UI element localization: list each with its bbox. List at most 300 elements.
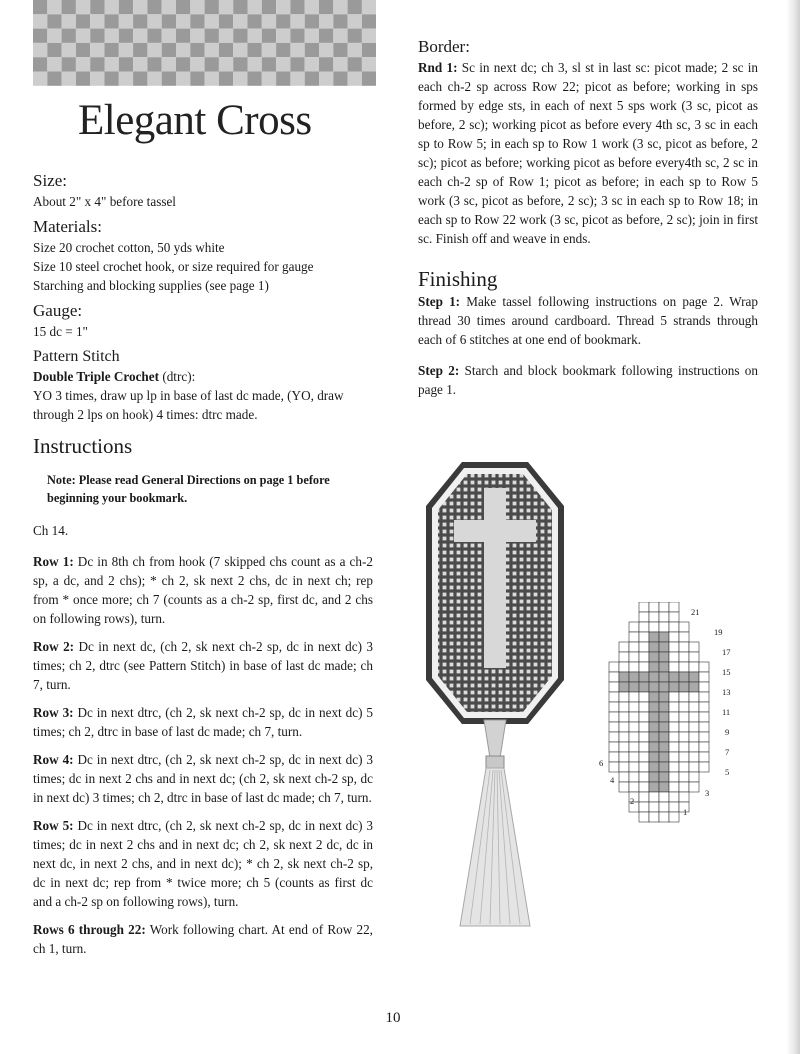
chart-row-label: 13 xyxy=(722,687,731,697)
checker-square xyxy=(290,57,304,71)
chart-cell xyxy=(639,742,649,752)
checker-square xyxy=(219,72,233,86)
chart-cell xyxy=(659,762,669,772)
chart-cell xyxy=(609,762,619,772)
checker-square xyxy=(47,57,61,71)
chart-cell xyxy=(659,732,669,742)
chart-cell xyxy=(669,742,679,752)
chart-cell xyxy=(689,762,699,772)
checker-square xyxy=(147,43,161,57)
checker-square xyxy=(290,14,304,28)
checker-square xyxy=(62,29,76,43)
chart-cell xyxy=(669,662,679,672)
chart-cell xyxy=(629,662,639,672)
chart-cell xyxy=(619,672,629,682)
row-label: Row 2: xyxy=(33,639,75,654)
chart-cell xyxy=(659,722,669,732)
chart-cell xyxy=(639,802,649,812)
checker-square xyxy=(133,72,147,86)
chart-cell xyxy=(659,632,669,642)
checker-square xyxy=(90,43,104,57)
chart-cell xyxy=(689,742,699,752)
checker-square xyxy=(119,57,133,71)
checker-square xyxy=(348,29,362,43)
chart-cell xyxy=(679,632,689,642)
checker-square xyxy=(133,43,147,57)
chart-cell xyxy=(689,652,699,662)
checker-square xyxy=(305,72,319,86)
checker-square xyxy=(305,0,319,14)
chart-cell xyxy=(689,642,699,652)
checker-square xyxy=(290,43,304,57)
chart-cell xyxy=(689,752,699,762)
checker-square xyxy=(276,57,290,71)
checker-square xyxy=(276,0,290,14)
size-section xyxy=(33,170,373,211)
checker-square xyxy=(176,57,190,71)
checker-square xyxy=(233,0,247,14)
chart-cell xyxy=(679,762,689,772)
chart-cell xyxy=(649,772,659,782)
checker-square xyxy=(62,0,76,14)
row-label: Row 4: xyxy=(33,752,74,767)
chart-cell xyxy=(669,782,679,792)
checker-square xyxy=(205,0,219,14)
chart-cell xyxy=(609,702,619,712)
chart-cell xyxy=(609,722,619,732)
rnd-label: Rnd 1: xyxy=(418,60,458,75)
chart-cell xyxy=(619,682,629,692)
step-text: Make tassel following instructions on page 2. Wrap thread 30 times around cardboard. Thread 5 strands through each of 6 stitches at one end of bookmark. xyxy=(418,294,758,347)
chart-cell xyxy=(629,782,639,792)
chart-cell xyxy=(699,752,709,762)
chart-cell xyxy=(649,792,659,802)
chart-cell xyxy=(639,712,649,722)
row-5 xyxy=(33,816,373,911)
checker-square xyxy=(362,14,376,28)
border-heading: Border: xyxy=(418,37,470,56)
chart-cell xyxy=(639,652,649,662)
checker-square xyxy=(119,29,133,43)
chart-cell xyxy=(679,772,689,782)
row-label: Row 5: xyxy=(33,818,74,833)
checker-square xyxy=(290,29,304,43)
checker-square xyxy=(219,29,233,43)
chart-cell xyxy=(649,782,659,792)
chart-cell xyxy=(609,692,619,702)
right-column xyxy=(418,36,758,399)
checker-square xyxy=(176,43,190,57)
chart-cell xyxy=(659,662,669,672)
checker-square xyxy=(90,29,104,43)
checker-square xyxy=(76,72,90,86)
size-text: About 2" x 4" before tassel xyxy=(33,194,176,209)
chart-cell xyxy=(619,722,629,732)
checker-square xyxy=(219,0,233,14)
chart-cell xyxy=(639,772,649,782)
chart-cell xyxy=(659,672,669,682)
row-text: Dc in next dtrc, (ch 2, sk next ch-2 sp, dc in next dc) 3 times; dc in next 2 chs and in next dc; ch 2, sk next 2 dc, dc in next dc, in next 2 chs, and in next dc); * ch 2, sk next ch-2 sp, dc in next dc; rep from * twice more; ch 5 (counts as first dc and a ch-2 sp on following rows), turn. xyxy=(33,818,373,909)
chart-cell xyxy=(649,722,659,732)
chart-cell xyxy=(669,762,679,772)
checker-square xyxy=(47,14,61,28)
checker-square xyxy=(33,57,47,71)
checker-square xyxy=(76,43,90,57)
chart-cell xyxy=(649,662,659,672)
chart-cell xyxy=(649,702,659,712)
chart-cell xyxy=(669,652,679,662)
chart-cell xyxy=(659,612,669,622)
chart-cell xyxy=(619,642,629,652)
checker-square xyxy=(190,72,204,86)
checker-square xyxy=(348,57,362,71)
chart-cell xyxy=(679,672,689,682)
row-text: Dc in next dtrc, (ch 2, sk next ch-2 sp, dc in next dc) 5 times; ch 2, dtrc in base of last dc made; ch 7, turn. xyxy=(33,705,373,739)
chart-cell xyxy=(639,692,649,702)
finishing-section xyxy=(418,266,758,399)
chart-cell xyxy=(689,732,699,742)
chart-row-label: 7 xyxy=(725,747,730,757)
checker-square xyxy=(262,0,276,14)
chart-cell xyxy=(659,652,669,662)
checker-square xyxy=(205,72,219,86)
chart-cell xyxy=(699,682,709,692)
checker-square xyxy=(305,29,319,43)
chart-cell xyxy=(659,642,669,652)
checker-square xyxy=(205,29,219,43)
chart-cell xyxy=(649,672,659,682)
chart-cell xyxy=(629,642,639,652)
note-text: Note: Please read General Directions on page 1 before beginning your bookmark. xyxy=(47,473,330,505)
chart-cell xyxy=(659,702,669,712)
chart-cell xyxy=(679,652,689,662)
checker-square xyxy=(248,14,262,28)
chart-cell xyxy=(669,772,679,782)
checker-square xyxy=(248,29,262,43)
chart-cell xyxy=(649,632,659,642)
checker-square xyxy=(176,0,190,14)
checker-square xyxy=(105,43,119,57)
checker-square xyxy=(33,29,47,43)
chart-cell xyxy=(629,722,639,732)
chart-cell xyxy=(629,622,639,632)
chart-cell xyxy=(659,712,669,722)
checker-square xyxy=(233,72,247,86)
chart-cell xyxy=(629,772,639,782)
checker-square xyxy=(190,0,204,14)
materials-heading: Materials: xyxy=(33,217,102,236)
instructions-heading: Instructions xyxy=(33,434,133,458)
gauge-heading: Gauge: xyxy=(33,301,83,320)
materials-item: Starching and blocking supplies (see page 1) xyxy=(33,278,269,293)
chart-cell xyxy=(639,812,649,822)
checker-square xyxy=(176,29,190,43)
chart-cell xyxy=(629,702,639,712)
chart-cell xyxy=(699,672,709,682)
chart-cell xyxy=(679,752,689,762)
chart-cell xyxy=(619,742,629,752)
chart-cell xyxy=(649,612,659,622)
checker-square xyxy=(62,57,76,71)
checker-square xyxy=(219,14,233,28)
border-section xyxy=(418,36,758,248)
chart-cell xyxy=(639,672,649,682)
chart-cell xyxy=(669,622,679,632)
chart-cell xyxy=(609,712,619,722)
stitch-abbr: (dtrc): xyxy=(159,369,196,384)
finishing-step-1 xyxy=(418,292,758,349)
chart-cell xyxy=(639,782,649,792)
checker-square xyxy=(290,72,304,86)
chart-cell xyxy=(649,602,659,612)
checker-square xyxy=(147,72,161,86)
chart-cell xyxy=(669,632,679,642)
checker-square xyxy=(76,29,90,43)
chart-cell xyxy=(699,742,709,752)
checker-square xyxy=(190,14,204,28)
row-label: Row 3: xyxy=(33,705,74,720)
checker-square xyxy=(47,0,61,14)
chart-cell xyxy=(619,662,629,672)
chart-row-label: 19 xyxy=(714,627,723,637)
checker-square xyxy=(47,72,61,86)
chart-cell xyxy=(669,602,679,612)
chart-cell xyxy=(649,802,659,812)
chart-cell xyxy=(639,722,649,732)
row-text: Work following chart. At end of Row 22, ch 1, turn. xyxy=(33,922,373,956)
chart-row-label: 1 xyxy=(683,807,688,817)
chart-cell xyxy=(679,682,689,692)
checker-square xyxy=(176,14,190,28)
checker-square xyxy=(348,43,362,57)
checker-square xyxy=(262,57,276,71)
checker-square xyxy=(333,0,347,14)
checker-square xyxy=(47,43,61,57)
pattern-stitch-heading: Pattern Stitch xyxy=(33,348,120,365)
checker-square xyxy=(105,57,119,71)
checker-square xyxy=(162,43,176,57)
checker-square xyxy=(147,29,161,43)
chart-cell xyxy=(629,762,639,772)
chart-cell xyxy=(659,742,669,752)
left-column xyxy=(33,170,373,958)
checker-square xyxy=(319,43,333,57)
row-label: Row 1: xyxy=(33,554,74,569)
chart-cell xyxy=(699,732,709,742)
row-4 xyxy=(33,750,373,807)
checker-square xyxy=(133,14,147,28)
checker-square xyxy=(147,57,161,71)
checker-square xyxy=(319,14,333,28)
checker-square xyxy=(348,0,362,14)
chart-cell xyxy=(679,792,689,802)
checker-square xyxy=(362,0,376,14)
checker-square xyxy=(133,0,147,14)
chart-row-label: 11 xyxy=(722,707,731,717)
step-text: Starch and block bookmark following instructions on page 1. xyxy=(418,363,758,397)
chart-cell xyxy=(649,812,659,822)
chart-cell xyxy=(639,662,649,672)
chart-row-label: 5 xyxy=(725,767,730,777)
materials-item: Size 20 crochet cotton, 50 yds white xyxy=(33,240,225,255)
checker-square xyxy=(348,14,362,28)
chart-cell xyxy=(639,622,649,632)
checker-square xyxy=(162,72,176,86)
materials-item: Size 10 steel crochet hook, or size required for gauge xyxy=(33,259,314,274)
row-1 xyxy=(33,552,373,628)
checker-square xyxy=(90,14,104,28)
chart-cell xyxy=(659,622,669,632)
checker-square xyxy=(262,14,276,28)
chart-cell xyxy=(699,762,709,772)
materials-section xyxy=(33,216,373,295)
checker-square xyxy=(319,57,333,71)
chart-cell xyxy=(619,752,629,762)
checker-square xyxy=(205,43,219,57)
chart-cell xyxy=(649,642,659,652)
chart-cell xyxy=(629,682,639,692)
chart-cell xyxy=(649,752,659,762)
checker-square xyxy=(276,43,290,57)
chart-cell xyxy=(659,682,669,692)
chart-cell xyxy=(609,682,619,692)
chart-cell xyxy=(659,692,669,702)
checker-square xyxy=(290,0,304,14)
chart-cell xyxy=(669,702,679,712)
page-edge-shadow xyxy=(786,0,800,1054)
finishing-step-2 xyxy=(418,361,758,399)
chart-cell xyxy=(699,702,709,712)
chart-cell xyxy=(679,742,689,752)
checker-square xyxy=(219,43,233,57)
checker-square xyxy=(90,57,104,71)
checker-square xyxy=(162,29,176,43)
chart-cell xyxy=(619,692,629,702)
row-text: Dc in 8th ch from hook (7 skipped chs count as a ch-2 sp, a dc, and 2 chs); * ch 2, sk next 2 chs, dc in next ch; rep from * once more; ch 7 (counts as a ch-2 sp, first dc, and 2 chs on following rows), turn. xyxy=(33,554,373,626)
checker-square xyxy=(33,43,47,57)
chart-cell xyxy=(639,792,649,802)
chart-cell xyxy=(669,712,679,722)
chart-cell xyxy=(679,662,689,672)
chart-cell xyxy=(659,802,669,812)
chart-cell xyxy=(659,782,669,792)
chart-cell xyxy=(649,682,659,692)
chart-cell xyxy=(659,602,669,612)
chart-cell xyxy=(669,672,679,682)
chart-row-label: 21 xyxy=(691,607,700,617)
checkered-header-graphic xyxy=(33,0,376,86)
rnd-text: Sc in next dc; ch 3, sl st in last sc: picot made; 2 sc in each ch-2 sp across Row 22; picot as before; working in sps formed by edge sts, in each of next 5 sps work (3 sc, picot as before, 2 sc); working picot as before every 4th sc, 3 sc in each sp to Row 5; in each sp to Row 1 work (3 sc, picot as before, 2 sc); picot as before; working picot as before every4th sc, 2 sc in each ch-2 sp of Row 1; picot as before; in each sp to Row 5 work (3 sc, picot as before, 2 sc); 3 sc in each sp to Row 18; in each sp to Row 22 work (3 sc, picot as before, 2 sc); join in first sc. Finish off and weave in ends. xyxy=(418,60,758,246)
row-label: Rows 6 through 22: xyxy=(33,922,146,937)
chart-cell xyxy=(679,722,689,732)
checker-square xyxy=(62,14,76,28)
checker-square xyxy=(333,43,347,57)
checker-square xyxy=(76,57,90,71)
chart-cell xyxy=(669,722,679,732)
checker-square xyxy=(76,14,90,28)
chart-cell xyxy=(629,732,639,742)
checker-square xyxy=(233,14,247,28)
chart-cell xyxy=(639,752,649,762)
gauge-text: 15 dc = 1" xyxy=(33,324,88,339)
chain-text: Ch 14. xyxy=(33,523,69,538)
checker-square xyxy=(362,72,376,86)
checker-square xyxy=(348,72,362,86)
chart-cell xyxy=(619,652,629,662)
chart-cell xyxy=(669,732,679,742)
checker-square xyxy=(162,57,176,71)
chart-row-label: 15 xyxy=(722,667,731,677)
chart-cell xyxy=(649,692,659,702)
checker-square xyxy=(262,72,276,86)
chart-cell xyxy=(649,732,659,742)
stitch-chart xyxy=(594,602,744,824)
chart-cell xyxy=(659,792,669,802)
chart-cell xyxy=(639,682,649,692)
chart-row-label: 3 xyxy=(705,788,710,798)
chart-row-label: 4 xyxy=(610,775,615,785)
checker-square xyxy=(262,43,276,57)
chart-cell xyxy=(669,682,679,692)
row-text: Dc in next dtrc, (ch 2, sk next ch-2 sp, dc in next dc) 3 times; dc in next 2 chs and in next dc; (ch 2, sk next ch-2 sp, dc in next dc) 3 times; ch 2, dtrc in base of last dc made; ch 7, turn. xyxy=(33,752,373,805)
chart-cell xyxy=(649,762,659,772)
chart-cell xyxy=(669,642,679,652)
checker-square xyxy=(33,0,47,14)
checker-square xyxy=(233,43,247,57)
checker-square xyxy=(105,72,119,86)
chart-cell xyxy=(699,712,709,722)
checker-square xyxy=(276,14,290,28)
chart-cell xyxy=(649,622,659,632)
chart-row-label: 2 xyxy=(630,796,635,806)
chart-cell xyxy=(609,662,619,672)
chart-cell xyxy=(679,732,689,742)
chart-cell xyxy=(609,732,619,742)
checker-square xyxy=(248,0,262,14)
rows-6-22 xyxy=(33,920,373,958)
page-number: 10 xyxy=(385,1010,401,1026)
stitch-name: Double Triple Crochet xyxy=(33,369,160,384)
chart-cell xyxy=(679,702,689,712)
chart-cell xyxy=(649,652,659,662)
checker-square xyxy=(248,72,262,86)
chart-cell xyxy=(639,732,649,742)
checker-square xyxy=(333,57,347,71)
checker-square xyxy=(162,0,176,14)
checker-square xyxy=(362,57,376,71)
pattern-stitch-text: YO 3 times, draw up lp in base of last dc made, (YO, draw through 2 lps on hook) 4 times: dtrc made. xyxy=(33,388,344,422)
chart-cell xyxy=(639,612,649,622)
checker-square xyxy=(319,0,333,14)
checker-square xyxy=(62,72,76,86)
chart-cell xyxy=(699,722,709,732)
checker-square xyxy=(147,14,161,28)
chart-cell xyxy=(619,762,629,772)
checker-square xyxy=(205,57,219,71)
chart-cell xyxy=(689,772,699,782)
checker-square xyxy=(333,72,347,86)
chart-cell xyxy=(679,622,689,632)
checker-square xyxy=(105,29,119,43)
chart-cell xyxy=(659,752,669,762)
chart-cell xyxy=(699,692,709,702)
chart-cell xyxy=(629,632,639,642)
row-3 xyxy=(33,703,373,741)
checker-square xyxy=(76,0,90,14)
border-text xyxy=(418,58,758,248)
chart-cell xyxy=(639,642,649,652)
chart-cell xyxy=(669,812,679,822)
